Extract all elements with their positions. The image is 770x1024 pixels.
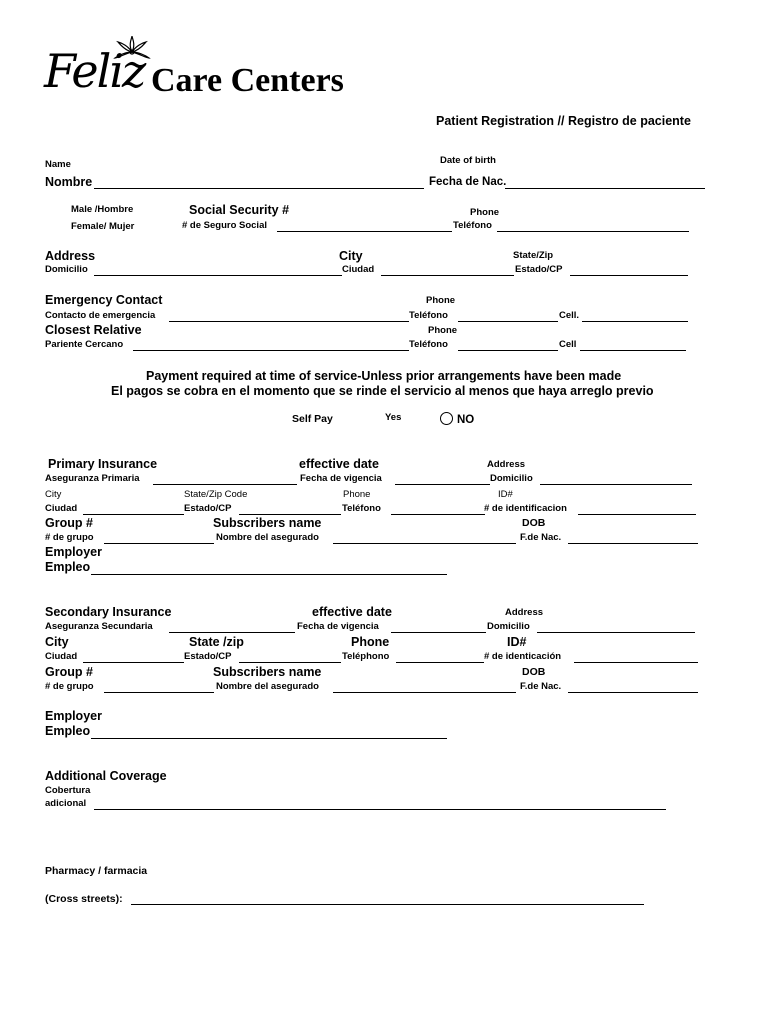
secondary-subscriber-es: Nombre del asegurado: [216, 681, 319, 692]
phone-field[interactable]: [497, 222, 689, 232]
primary-phone-field[interactable]: [391, 505, 485, 515]
secondary-group-en: Group #: [45, 665, 93, 679]
primary-employer-field[interactable]: [91, 565, 447, 575]
secondary-statezip-en: State /zip: [189, 635, 244, 649]
secondary-dob-en: DOB: [522, 666, 546, 678]
ephone-label-es: Teléfono: [409, 310, 448, 321]
primary-effective-en: effective date: [299, 457, 379, 471]
primary-employer-es: Empleo: [45, 560, 91, 574]
dob-label-en: Date of birth: [440, 155, 496, 166]
secondary-effective-en: effective date: [312, 605, 392, 619]
additional-field[interactable]: [94, 800, 666, 810]
secondary-heading-es: Aseguranza Secundaria: [45, 621, 153, 632]
ecell-field[interactable]: [582, 312, 688, 322]
no-label: NO: [457, 414, 475, 426]
dob-label-es: Fecha de Nac.: [429, 176, 507, 188]
secondary-address-es: Domicilio: [487, 621, 530, 632]
primary-dob-en: DOB: [522, 517, 546, 529]
secondary-dob-es: F.de Nac.: [520, 681, 562, 692]
city-label-es: Ciudad: [342, 264, 375, 275]
rcell-label: Cell: [559, 339, 577, 350]
emergency-label-es: Contacto de emergencia: [45, 310, 156, 321]
primary-city-es: Ciudad: [45, 503, 78, 514]
secondary-subscriber-field[interactable]: [333, 683, 516, 693]
primary-dob-es: F.de Nac.: [520, 532, 562, 543]
cross-streets-label: (Cross streets):: [45, 893, 123, 905]
secondary-phone-es: Teléphono: [342, 651, 390, 662]
page-title: Patient Registration // Registro de paciente: [436, 114, 691, 128]
primary-id-field[interactable]: [578, 505, 696, 515]
primary-effective-es: Fecha de vigencia: [300, 473, 382, 484]
female-label: Female/ Mujer: [71, 221, 135, 232]
primary-group-en: Group #: [45, 516, 93, 530]
statezip-label-es: Estado/CP: [515, 264, 563, 275]
rphone-field[interactable]: [458, 341, 558, 351]
secondary-phone-field[interactable]: [396, 653, 484, 663]
primary-subscriber-es: Nombre del asegurado: [216, 532, 319, 543]
ssn-label-en: Social Security #: [189, 203, 290, 217]
primary-insurance-field[interactable]: [153, 475, 297, 485]
address-field[interactable]: [94, 266, 342, 276]
secondary-employer-field[interactable]: [91, 729, 447, 739]
pharmacy-label: Pharmacy / farmacia: [45, 865, 148, 877]
secondary-dob-field[interactable]: [568, 683, 698, 693]
primary-subscriber-field[interactable]: [333, 534, 516, 544]
dob-field[interactable]: [505, 179, 705, 189]
secondary-effective-es: Fecha de vigencia: [297, 621, 379, 632]
secondary-address-field[interactable]: [537, 623, 695, 633]
secondary-statezip-es: Estado/CP: [184, 651, 232, 662]
secondary-group-field[interactable]: [104, 683, 214, 693]
city-label-en: City: [339, 249, 363, 263]
primary-city-field[interactable]: [83, 505, 184, 515]
primary-phone-en: Phone: [343, 489, 371, 500]
relative-field[interactable]: [133, 341, 409, 351]
rphone-label-es: Teléfono: [409, 339, 448, 350]
ssn-label-es: # de Seguro Social: [182, 220, 267, 231]
emergency-label-en: Emergency Contact: [45, 293, 163, 307]
primary-heading-es: Aseguranza Primaria: [45, 473, 140, 484]
primary-address-field[interactable]: [540, 475, 692, 485]
primary-statezip-field[interactable]: [239, 505, 341, 515]
rcell-field[interactable]: [580, 341, 686, 351]
address-label-en: Address: [45, 249, 96, 263]
secondary-city-field[interactable]: [83, 653, 184, 663]
primary-effective-field[interactable]: [395, 475, 490, 485]
male-label: Male /Hombre: [71, 204, 134, 215]
phone-label-en: Phone: [470, 207, 500, 218]
additional-label-1: Cobertura: [45, 785, 91, 796]
secondary-address-en: Address: [505, 607, 544, 618]
primary-id-es: # de identificacion: [484, 503, 567, 514]
primary-group-field[interactable]: [104, 534, 214, 544]
secondary-statezip-field[interactable]: [239, 653, 341, 663]
rphone-label-en: Phone: [428, 325, 458, 336]
primary-group-es: # de grupo: [45, 532, 94, 543]
primary-address-es: Domicilio: [490, 473, 533, 484]
cross-streets-field[interactable]: [131, 895, 644, 905]
logo: [44, 34, 364, 104]
relative-label-es: Pariente Cercano: [45, 339, 124, 350]
no-radio[interactable]: [440, 412, 453, 425]
secondary-employer-en: Employer: [45, 709, 102, 723]
yes-label: Yes: [385, 412, 402, 423]
name-field[interactable]: [94, 179, 424, 189]
secondary-city-en: City: [45, 635, 69, 649]
secondary-subscriber-en: Subscribers name: [213, 665, 322, 679]
self-pay-label: Self Pay: [292, 413, 333, 425]
primary-city-en: City: [45, 489, 62, 500]
primary-heading: Primary Insurance: [48, 457, 158, 471]
statezip-label-en: State/Zip: [513, 250, 554, 261]
ecell-label: Cell.: [559, 310, 580, 321]
primary-phone-es: Teléfono: [342, 503, 381, 514]
payment-notice-en: Payment required at time of service-Unless prior arrangements have been made: [146, 369, 622, 383]
primary-subscriber-en: Subscribers name: [213, 516, 322, 530]
primary-dob-field[interactable]: [568, 534, 698, 544]
city-field[interactable]: [381, 266, 514, 276]
secondary-id-field[interactable]: [574, 653, 698, 663]
primary-id-en: ID#: [498, 489, 513, 500]
statezip-field[interactable]: [570, 266, 688, 276]
address-label-es: Domicilio: [45, 264, 88, 275]
primary-statezip-es: Estado/CP: [184, 503, 232, 514]
primary-employer-en: Employer: [45, 545, 102, 559]
payment-notice-es: El pagos se cobra en el momento que se rinde el servicio al menos que haya arreglo previo: [111, 384, 654, 398]
secondary-employer-es: Empleo: [45, 724, 91, 738]
secondary-id-en: ID#: [507, 635, 527, 649]
logo-text: Care Centers: [151, 62, 344, 99]
primary-address-en: Address: [487, 459, 526, 470]
secondary-group-es: # de grupo: [45, 681, 94, 692]
secondary-city-es: Ciudad: [45, 651, 78, 662]
logo-script: Feliz: [44, 44, 145, 98]
secondary-insurance-field[interactable]: [169, 623, 295, 633]
secondary-phone-en: Phone: [351, 635, 390, 649]
name-label-es: Nombre: [45, 175, 93, 189]
additional-label-2: adicional: [45, 798, 87, 809]
primary-statezip-en: State/Zip Code: [184, 489, 248, 500]
secondary-id-es: # de identicación: [484, 651, 562, 662]
additional-heading: Additional Coverage: [45, 769, 167, 783]
name-label-en: Name: [45, 159, 71, 170]
ssn-field[interactable]: [277, 222, 452, 232]
phone-label-es: Teléfono: [453, 220, 492, 231]
ephone-field[interactable]: [458, 312, 558, 322]
secondary-effective-field[interactable]: [391, 623, 486, 633]
ephone-label-en: Phone: [426, 295, 456, 306]
relative-label-en: Closest Relative: [45, 323, 142, 337]
emergency-field[interactable]: [169, 312, 409, 322]
secondary-heading: Secondary Insurance: [45, 605, 172, 619]
